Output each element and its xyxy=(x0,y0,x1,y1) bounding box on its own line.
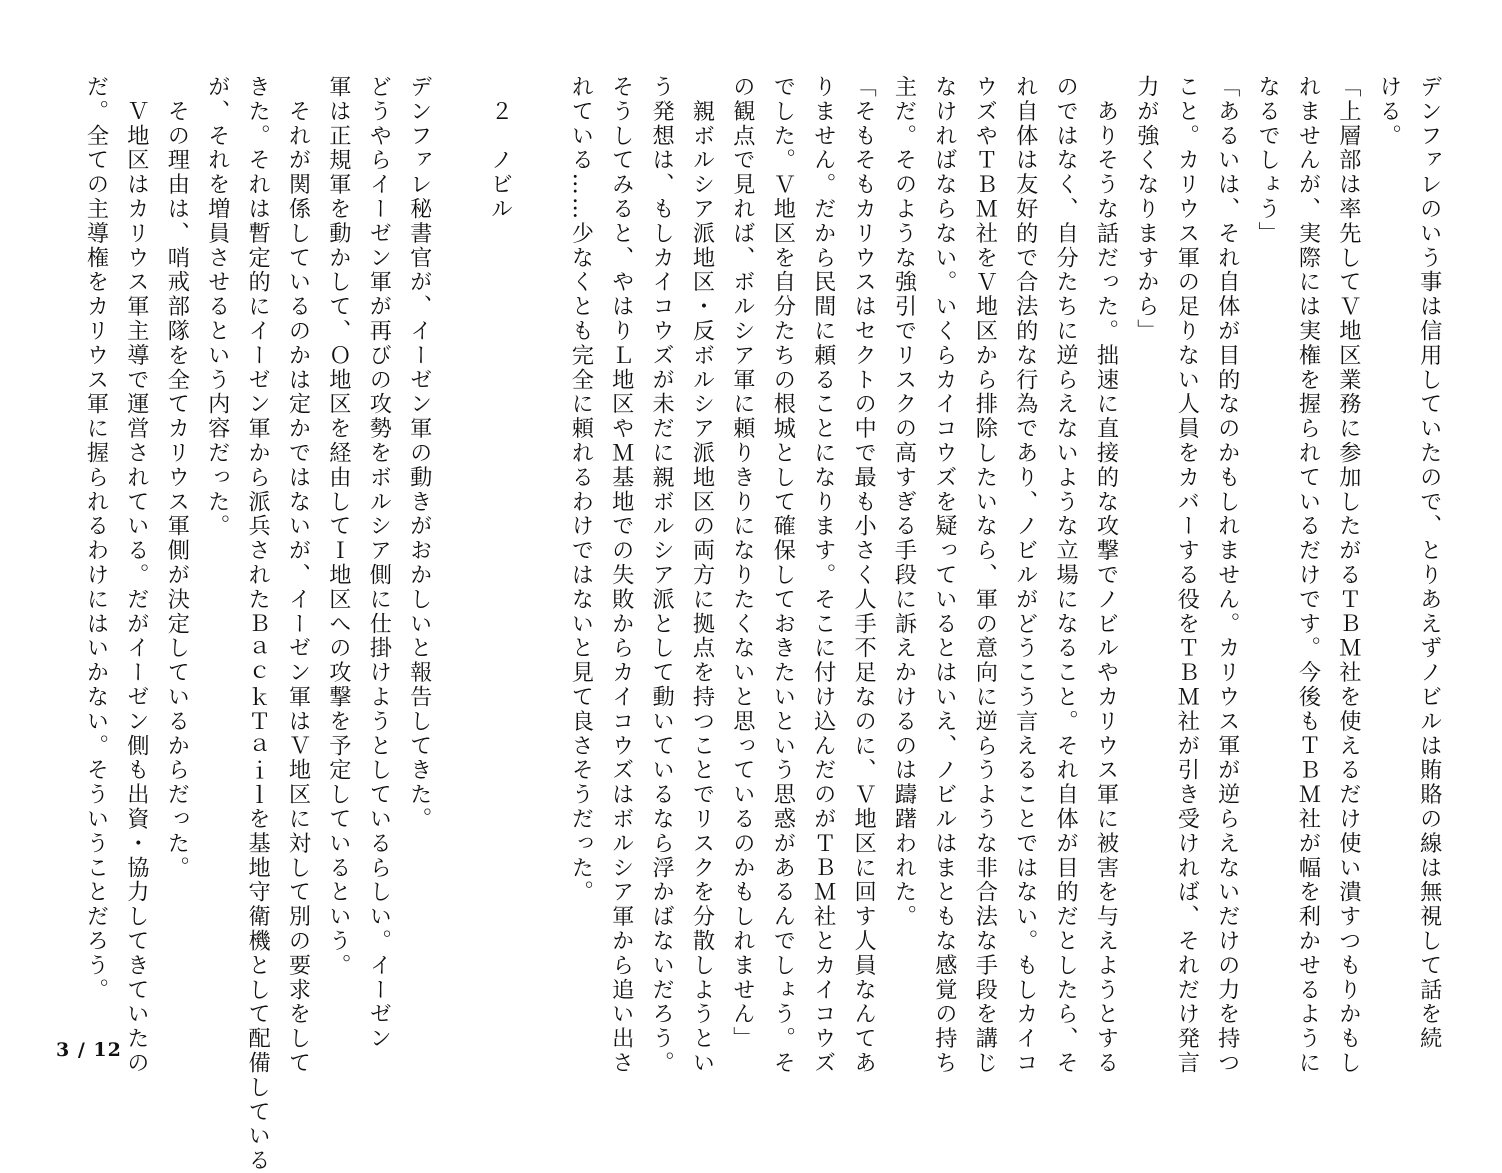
text-column: でした。Ｖ地区を自分たちの根城として確保しておきたいという思惑があるんでしょう。そ xyxy=(769,75,796,1076)
text-column: デンファレ秘書官が、イーゼン軍の動きがおかしいと報告してきた。 xyxy=(406,75,433,832)
text-column: が、それを増員させるという内容だった。 xyxy=(204,75,231,539)
text-column: ウズやＴＢＭ社をＶ地区から排除したいなら、軍の意向に逆らうような非合法な手段を講じ xyxy=(971,75,998,1076)
text-column: 親ボルシア派地区・反ボルシア派地区の両方に拠点を持つことでリスクを分散しようとい xyxy=(689,75,715,1076)
text-column: 「あるいは、それ自体が目的なのかもしれません。カリウス軍が逆らえないだけの力を持つ xyxy=(1214,75,1241,1076)
text-column: なるでしょう」 xyxy=(1254,75,1281,246)
text-column: りません。だから民間に頼ることになります。そこに付け込んだのがＴＢＭ社とカイコウズ xyxy=(810,75,837,1076)
text-column: う発想は、もしカイコウズが未だに親ボルシア派として動いているなら浮かばないだろう。 xyxy=(648,75,675,1076)
text-column: の観点で見れば、ボルシア軍に頼りきりになりたくないと思っているのかもしれません」 xyxy=(729,75,756,1051)
text-column: 軍は正規軍を動かして、Ｏ地区を経由してＩ地区への攻撃を予定しているという。 xyxy=(325,75,352,978)
text-column: のではなく、自分たちに逆らえないような立場になること。それ自体が目的だとしたら、そ xyxy=(1052,75,1079,1076)
page-number: 3 / 12 xyxy=(56,1039,122,1061)
text-column: 「そもそもカリウスはセクトの中で最も小さく人手不足なのに、Ｖ地区に回す人員なんてあ xyxy=(850,75,877,1076)
text-column: どうやらイーゼン軍が再びの攻勢をボルシア側に仕掛けようとしているらしい。イーゼン xyxy=(365,75,392,1051)
text-column: 主だ。そのような強引でリスクの高すぎる手段に訴えかけるのは躊躇われた。 xyxy=(891,75,917,929)
text-column: れ自体は友好的で合法的な行為であり、ノビルがどうこう言えることではない。もしカイコ xyxy=(1012,75,1039,1076)
text-column: なければならない。いくらカイコウズを疑っているとはいえ、ノビルはまともな感覚の持ち xyxy=(931,75,958,1076)
text-column: きた。それは暫定的にイーゼン軍から派兵されたＢａｃｋＴａｉｌを基地守衛機として配備している xyxy=(244,75,271,1173)
text-column: れている……少なくとも完全に頼れるわけではないと見て良さそうだった。 xyxy=(567,75,594,905)
text-column: それが関係しているのかは定かではないが、イーゼン軍はＶ地区に対して別の要求をして xyxy=(285,75,311,1076)
text-column: 力が強くなりますから」 xyxy=(1133,75,1160,344)
text-column: そうしてみると、やはりＬ地区やＭ基地での失敗からカイコウズはボルシア軍から追い出さ xyxy=(608,75,635,1076)
text-column: デンファレのいう事は信用していたので、とりあえずノビルは賄賂の線は無視して話を続 xyxy=(1416,75,1443,1051)
text-column: だ。全ての主導権をカリウス軍に握られるわけにはいかない。そういうことだろう。 xyxy=(83,75,109,1003)
text-column: ける。 xyxy=(1375,75,1402,149)
text-column: こと。カリウス軍の足りない人員をカバーする役をＴＢＭ社が引き受ければ、それだけ発言 xyxy=(1173,75,1200,1076)
text-column: 「上層部は率先してＶ地区業務に参加したがるＴＢＭ社を使えるだけ使い潰すつもりかもし xyxy=(1335,75,1362,1076)
text-column: ありそうな話だった。拙速に直接的な攻撃でノビルやカリウス軍に被害を与えようとする xyxy=(1093,75,1119,1076)
text-column: れませんが、実際には実権を握られているだけです。今後もＴＢＭ社が幅を利かせるように xyxy=(1295,75,1321,1076)
text-column: ２ ノビル xyxy=(487,75,513,222)
text-column: その理由は、哨戒部隊を全てカリウス軍側が決定しているからだった。 xyxy=(163,75,190,881)
text-column: Ｖ地区はカリウス軍主導で運営されている。だがイーゼン側も出資・協力してきていたの xyxy=(123,75,150,1076)
